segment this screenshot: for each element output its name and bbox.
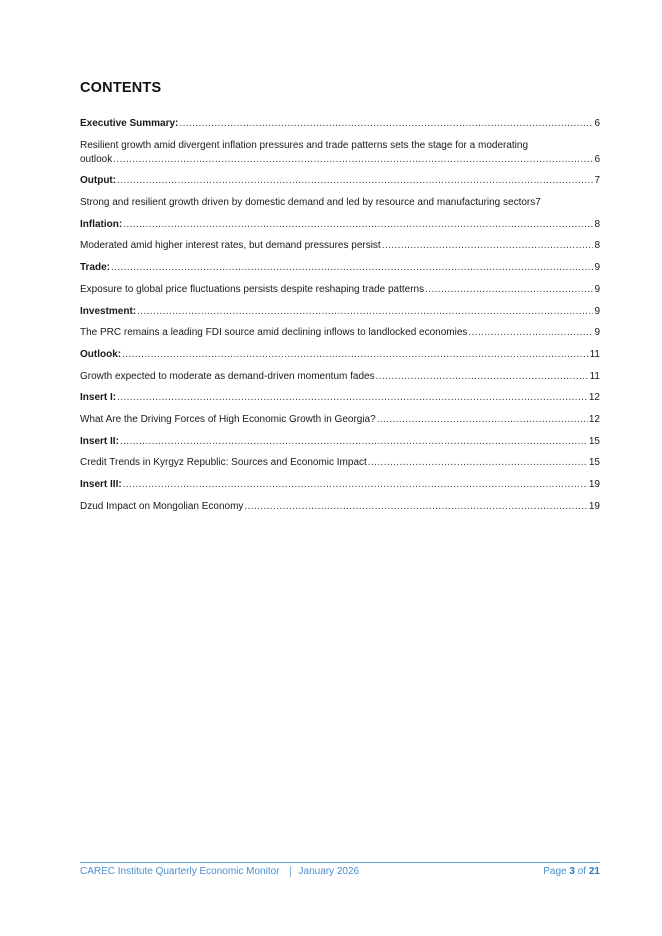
toc-page-number: 9: [594, 327, 600, 339]
toc-entry-growth-expected[interactable]: [80, 370, 600, 384]
toc-entry-text: Inflation:: [80, 218, 123, 230]
toc-entry-text: Moderated amid higher interest rates, but demand pressures persist: [80, 240, 381, 252]
toc-leader-dots: [368, 456, 588, 470]
toc-entry-executive-summary[interactable]: [80, 117, 600, 131]
toc-entry-text: Dzud Impact on Mongolian Economy: [80, 500, 244, 512]
toc-entry-dzud[interactable]: [80, 500, 600, 514]
toc-leader-dots: [244, 500, 587, 514]
footer-publication: CAREC Institute Quarterly Economic Monitor: [80, 866, 280, 877]
toc-leader-dots: [468, 326, 593, 340]
toc-entry-trade[interactable]: [80, 261, 600, 275]
toc-entry-text: The PRC remains a leading FDI source amid declining inflows to landlocked economies: [80, 327, 468, 339]
toc-leader-dots: [376, 370, 589, 384]
toc-entry-strong-growth[interactable]: [80, 196, 600, 210]
contents-heading: CONTENTS: [80, 80, 162, 96]
toc-page-number: 6: [594, 153, 600, 165]
toc-leader-dots: [123, 218, 593, 232]
toc-page-number: 11: [589, 348, 600, 360]
footer-divider: [290, 866, 291, 877]
table-of-contents: [80, 117, 600, 521]
toc-entry-insert-1[interactable]: [80, 391, 600, 405]
footer-page-mid: of: [574, 866, 589, 877]
toc-leader-dots: [117, 174, 593, 188]
toc-page-number: 8: [594, 240, 600, 252]
toc-entry-insert-2[interactable]: [80, 435, 600, 449]
toc-leader-dots: [425, 283, 593, 297]
toc-entry-text: Investment:: [80, 305, 137, 317]
toc-entry-text: Growth expected to moderate as demand-driven momentum fades: [80, 370, 375, 382]
toc-page-number: 9: [594, 283, 600, 295]
page-footer: [80, 866, 600, 877]
toc-entry-prc-fdi[interactable]: [80, 326, 600, 340]
toc-page-number: 15: [588, 435, 600, 447]
footer-page-prefix: Page: [543, 866, 570, 877]
toc-leader-dots: [123, 478, 588, 492]
toc-entry-text-line2: outlook: [80, 153, 113, 165]
toc-page-number: 19: [588, 500, 600, 512]
toc-entry-text: Insert I:: [80, 392, 117, 404]
toc-entry-outlook[interactable]: [80, 348, 600, 362]
toc-entry-insert-3[interactable]: [80, 478, 600, 492]
toc-leader-dots: [117, 391, 588, 405]
toc-page-number: 12: [588, 392, 600, 404]
toc-page-number: 7: [594, 175, 600, 187]
toc-entry-text: Outlook:: [80, 348, 122, 360]
toc-entry-text: What Are the Driving Forces of High Economic Growth in Georgia?: [80, 413, 376, 425]
toc-leader-dots: [179, 117, 593, 131]
toc-page-number: 8: [594, 218, 600, 230]
toc-entry-text: Executive Summary:: [80, 118, 179, 129]
footer-rule: [80, 862, 600, 863]
toc-leader-dots: [111, 261, 593, 275]
toc-leader-dots: [113, 153, 593, 167]
footer-page-total: 21: [588, 866, 600, 877]
toc-page-number: 19: [588, 479, 600, 490]
toc-page-number: 7: [535, 197, 541, 209]
toc-entry-moderated[interactable]: [80, 239, 600, 253]
toc-entry-text-line1: Resilient growth amid divergent inflation pressures and trade patterns sets the stage for a moderating: [80, 139, 529, 151]
toc-entry-text: Exposure to global price fluctuations persists despite reshaping trade patterns: [80, 283, 425, 295]
toc-page-number: 12: [588, 413, 600, 425]
toc-leader-dots: [137, 305, 593, 319]
toc-page-number: 9: [594, 305, 600, 317]
toc-entry-text: Output:: [80, 175, 117, 187]
toc-entry-text: Insert III:: [80, 479, 122, 490]
toc-page-number: 15: [588, 457, 600, 469]
toc-entry-text: Credit Trends in Kyrgyz Republic: Sources and Economic Impact: [80, 457, 367, 469]
toc-entry-exposure[interactable]: [80, 283, 600, 297]
toc-page-number: 11: [589, 370, 600, 382]
toc-entry-georgia[interactable]: [80, 413, 600, 427]
toc-entry-investment[interactable]: [80, 305, 600, 319]
footer-date: January 2026: [298, 866, 360, 877]
toc-entry-text: Strong and resilient growth driven by domestic demand and led by resource and manufacturing sectors: [80, 197, 536, 209]
toc-entry-text: Trade:: [80, 262, 111, 274]
footer-page-indicator: [543, 866, 600, 877]
toc-page-number: 6: [594, 118, 600, 129]
toc-leader-dots: [377, 413, 588, 427]
toc-entry-kyrgyz-credit[interactable]: [80, 456, 600, 470]
toc-leader-dots: [382, 239, 594, 253]
toc-entry-output[interactable]: [80, 174, 600, 188]
footer-page-current: 3: [569, 866, 575, 877]
toc-page-number: 9: [594, 262, 600, 274]
toc-entry-inflation[interactable]: [80, 218, 600, 232]
toc-entry-text: Insert II:: [80, 435, 119, 447]
toc-entry-resilient-growth[interactable]: [80, 139, 600, 167]
toc-leader-dots: [120, 435, 588, 449]
toc-leader-dots: [122, 348, 589, 362]
